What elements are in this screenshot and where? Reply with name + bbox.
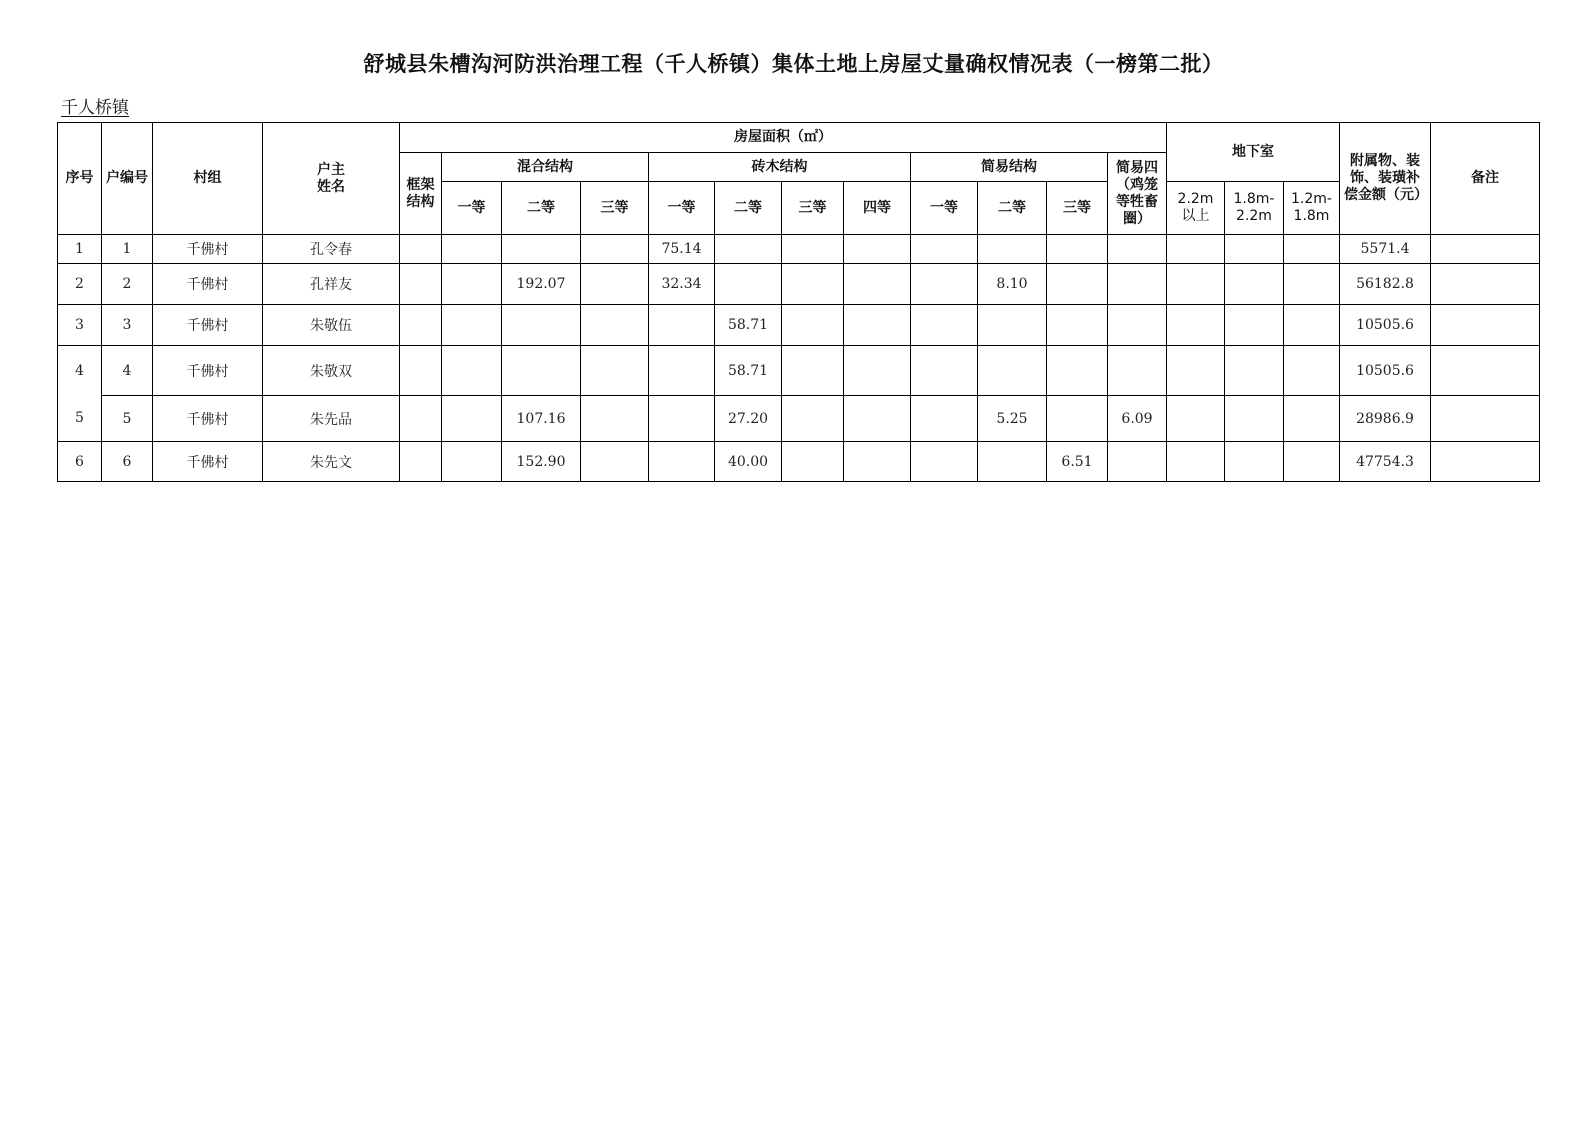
table-body bbox=[58, 235, 1540, 482]
cell-remark bbox=[1431, 396, 1540, 442]
cell-house-no: 2 bbox=[102, 264, 153, 305]
cell-basement-a bbox=[1167, 264, 1225, 305]
cell-bw-3 bbox=[782, 305, 844, 346]
cell-frame bbox=[400, 346, 442, 396]
cell-simple-3 bbox=[1047, 264, 1108, 305]
cell-compensation: 5571.4 bbox=[1340, 235, 1431, 264]
header-house-no: 户编号 bbox=[102, 123, 153, 235]
cell-seq: 2 bbox=[58, 264, 102, 305]
cell-simple-2 bbox=[978, 346, 1047, 396]
cell-mixed-1 bbox=[442, 442, 502, 482]
cell-basement-c bbox=[1284, 264, 1340, 305]
header-basement-b: 1.8m-2.2m bbox=[1225, 182, 1284, 235]
header-basement-c: 1.2m-1.8m bbox=[1284, 182, 1340, 235]
cell-mixed-1 bbox=[442, 264, 502, 305]
cell-compensation: 47754.3 bbox=[1340, 442, 1431, 482]
cell-village: 千佛村 bbox=[153, 442, 263, 482]
cell-basement-a bbox=[1167, 346, 1225, 396]
header-simple-4: 简易四（鸡笼等牲畜圈） bbox=[1108, 153, 1167, 235]
table-row bbox=[58, 264, 1540, 305]
cell-bw-2: 58.71 bbox=[715, 346, 782, 396]
cell-basement-a bbox=[1167, 305, 1225, 346]
cell-basement-b bbox=[1225, 396, 1284, 442]
cell-compensation: 10505.6 bbox=[1340, 346, 1431, 396]
header-bw-grade-2: 二等 bbox=[715, 182, 782, 235]
cell-owner: 朱敬双 bbox=[263, 346, 400, 396]
cell-bw-2: 27.20 bbox=[715, 396, 782, 442]
header-simple-grade-2: 二等 bbox=[978, 182, 1047, 235]
cell-seq: 1 bbox=[58, 235, 102, 264]
cell-owner: 朱先文 bbox=[263, 442, 400, 482]
cell-bw-1 bbox=[649, 442, 715, 482]
cell-seq: 4 bbox=[58, 346, 102, 396]
cell-village: 千佛村 bbox=[153, 346, 263, 396]
cell-simple-3 bbox=[1047, 235, 1108, 264]
cell-bw-4 bbox=[844, 346, 911, 396]
cell-mixed-1 bbox=[442, 346, 502, 396]
cell-village: 千佛村 bbox=[153, 235, 263, 264]
cell-remark bbox=[1431, 264, 1540, 305]
cell-bw-1 bbox=[649, 346, 715, 396]
header-basement: 地下室 bbox=[1167, 123, 1340, 182]
cell-mixed-1 bbox=[442, 305, 502, 346]
header-basement-a: 2.2m以上 bbox=[1167, 182, 1225, 235]
cell-frame bbox=[400, 235, 442, 264]
cell-remark bbox=[1431, 235, 1540, 264]
header-simple-grade-1: 一等 bbox=[911, 182, 978, 235]
cell-simple-1 bbox=[911, 396, 978, 442]
cell-mixed-1 bbox=[442, 396, 502, 442]
table-row bbox=[58, 442, 1540, 482]
cell-bw-1: 32.34 bbox=[649, 264, 715, 305]
table-row bbox=[58, 235, 1540, 264]
cell-compensation: 28986.9 bbox=[1340, 396, 1431, 442]
cell-remark bbox=[1431, 442, 1540, 482]
cell-simple-2 bbox=[978, 305, 1047, 346]
header-bw-grade-3: 三等 bbox=[782, 182, 844, 235]
cell-owner: 孔令春 bbox=[263, 235, 400, 264]
cell-mixed-3 bbox=[581, 235, 649, 264]
cell-frame bbox=[400, 305, 442, 346]
cell-bw-4 bbox=[844, 396, 911, 442]
table-row bbox=[58, 396, 1540, 442]
cell-bw-3 bbox=[782, 264, 844, 305]
cell-bw-3 bbox=[782, 396, 844, 442]
cell-simple-4 bbox=[1108, 235, 1167, 264]
cell-simple-4 bbox=[1108, 305, 1167, 346]
cell-simple-1 bbox=[911, 346, 978, 396]
house-survey-table bbox=[57, 122, 1540, 482]
cell-bw-1 bbox=[649, 305, 715, 346]
cell-simple-2 bbox=[978, 235, 1047, 264]
header-village: 村组 bbox=[153, 123, 263, 235]
header-mixed-grade-1: 一等 bbox=[442, 182, 502, 235]
header-frame: 框架结构 bbox=[400, 153, 442, 235]
cell-simple-2: 8.10 bbox=[978, 264, 1047, 305]
cell-simple-1 bbox=[911, 235, 978, 264]
cell-owner: 孔祥友 bbox=[263, 264, 400, 305]
cell-compensation: 56182.8 bbox=[1340, 264, 1431, 305]
cell-basement-b bbox=[1225, 305, 1284, 346]
header-mixed-grade-3: 三等 bbox=[581, 182, 649, 235]
cell-mixed-2 bbox=[502, 346, 581, 396]
header-simple: 简易结构 bbox=[911, 153, 1108, 182]
cell-compensation: 10505.6 bbox=[1340, 305, 1431, 346]
cell-seq: 5 bbox=[58, 396, 102, 442]
cell-mixed-2: 152.90 bbox=[502, 442, 581, 482]
table-row bbox=[58, 305, 1540, 346]
cell-bw-2: 58.71 bbox=[715, 305, 782, 346]
cell-simple-1 bbox=[911, 442, 978, 482]
cell-basement-c bbox=[1284, 305, 1340, 346]
cell-bw-3 bbox=[782, 442, 844, 482]
cell-simple-4: 6.09 bbox=[1108, 396, 1167, 442]
cell-bw-1 bbox=[649, 396, 715, 442]
cell-bw-1: 75.14 bbox=[649, 235, 715, 264]
header-brick-wood: 砖木结构 bbox=[649, 153, 911, 182]
header-mixed-grade-2: 二等 bbox=[502, 182, 581, 235]
cell-simple-3 bbox=[1047, 305, 1108, 346]
page-title: 舒城县朱槽沟河防洪治理工程（千人桥镇）集体土地上房屋丈量确权情况表（一榜第二批） bbox=[363, 52, 1224, 76]
cell-bw-2 bbox=[715, 264, 782, 305]
cell-remark bbox=[1431, 346, 1540, 396]
header-bw-grade-4: 四等 bbox=[844, 182, 911, 235]
cell-basement-c bbox=[1284, 442, 1340, 482]
cell-bw-2: 40.00 bbox=[715, 442, 782, 482]
table-row bbox=[58, 346, 1540, 396]
cell-mixed-2 bbox=[502, 235, 581, 264]
header-owner: 户主姓名 bbox=[263, 123, 400, 235]
header-seq: 序号 bbox=[58, 123, 102, 235]
cell-house-no: 6 bbox=[102, 442, 153, 482]
header-area-group: 房屋面积（㎡） bbox=[400, 123, 1167, 153]
cell-simple-4 bbox=[1108, 264, 1167, 305]
cell-basement-a bbox=[1167, 235, 1225, 264]
cell-mixed-1 bbox=[442, 235, 502, 264]
cell-simple-4 bbox=[1108, 346, 1167, 396]
cell-remark bbox=[1431, 305, 1540, 346]
cell-bw-4 bbox=[844, 235, 911, 264]
cell-basement-a bbox=[1167, 442, 1225, 482]
cell-basement-b bbox=[1225, 235, 1284, 264]
cell-house-no: 5 bbox=[102, 396, 153, 442]
cell-mixed-3 bbox=[581, 346, 649, 396]
cell-frame bbox=[400, 264, 442, 305]
cell-owner: 朱先品 bbox=[263, 396, 400, 442]
cell-house-no: 4 bbox=[102, 346, 153, 396]
cell-bw-2 bbox=[715, 235, 782, 264]
cell-basement-b bbox=[1225, 442, 1284, 482]
cell-bw-3 bbox=[782, 346, 844, 396]
cell-mixed-3 bbox=[581, 442, 649, 482]
cell-village: 千佛村 bbox=[153, 305, 263, 346]
cell-simple-2: 5.25 bbox=[978, 396, 1047, 442]
cell-bw-4 bbox=[844, 264, 911, 305]
header-mixed: 混合结构 bbox=[442, 153, 649, 182]
cell-basement-b bbox=[1225, 264, 1284, 305]
cell-basement-a bbox=[1167, 396, 1225, 442]
cell-simple-3 bbox=[1047, 396, 1108, 442]
cell-mixed-3 bbox=[581, 305, 649, 346]
cell-basement-c bbox=[1284, 235, 1340, 264]
cell-house-no: 1 bbox=[102, 235, 153, 264]
cell-mixed-3 bbox=[581, 264, 649, 305]
header-simple-grade-3: 三等 bbox=[1047, 182, 1108, 235]
cell-village: 千佛村 bbox=[153, 396, 263, 442]
cell-simple-1 bbox=[911, 305, 978, 346]
town-label: 千人桥镇 bbox=[61, 98, 129, 118]
header-remarks: 备注 bbox=[1431, 123, 1540, 235]
cell-basement-c bbox=[1284, 346, 1340, 396]
cell-simple-3 bbox=[1047, 346, 1108, 396]
cell-mixed-3 bbox=[581, 396, 649, 442]
cell-simple-1 bbox=[911, 264, 978, 305]
cell-basement-b bbox=[1225, 346, 1284, 396]
cell-seq: 6 bbox=[58, 442, 102, 482]
cell-mixed-2: 107.16 bbox=[502, 396, 581, 442]
cell-house-no: 3 bbox=[102, 305, 153, 346]
cell-owner: 朱敬伍 bbox=[263, 305, 400, 346]
table-header bbox=[58, 123, 1540, 235]
cell-village: 千佛村 bbox=[153, 264, 263, 305]
cell-bw-4 bbox=[844, 305, 911, 346]
cell-simple-4 bbox=[1108, 442, 1167, 482]
header-bw-grade-1: 一等 bbox=[649, 182, 715, 235]
cell-bw-3 bbox=[782, 235, 844, 264]
cell-basement-c bbox=[1284, 396, 1340, 442]
cell-mixed-2 bbox=[502, 305, 581, 346]
cell-simple-3: 6.51 bbox=[1047, 442, 1108, 482]
cell-frame bbox=[400, 442, 442, 482]
cell-simple-2 bbox=[978, 442, 1047, 482]
cell-seq: 3 bbox=[58, 305, 102, 346]
cell-mixed-2: 192.07 bbox=[502, 264, 581, 305]
cell-bw-4 bbox=[844, 442, 911, 482]
header-compensation: 附属物、装饰、装璜补偿金额（元） bbox=[1340, 123, 1431, 235]
cell-frame bbox=[400, 396, 442, 442]
